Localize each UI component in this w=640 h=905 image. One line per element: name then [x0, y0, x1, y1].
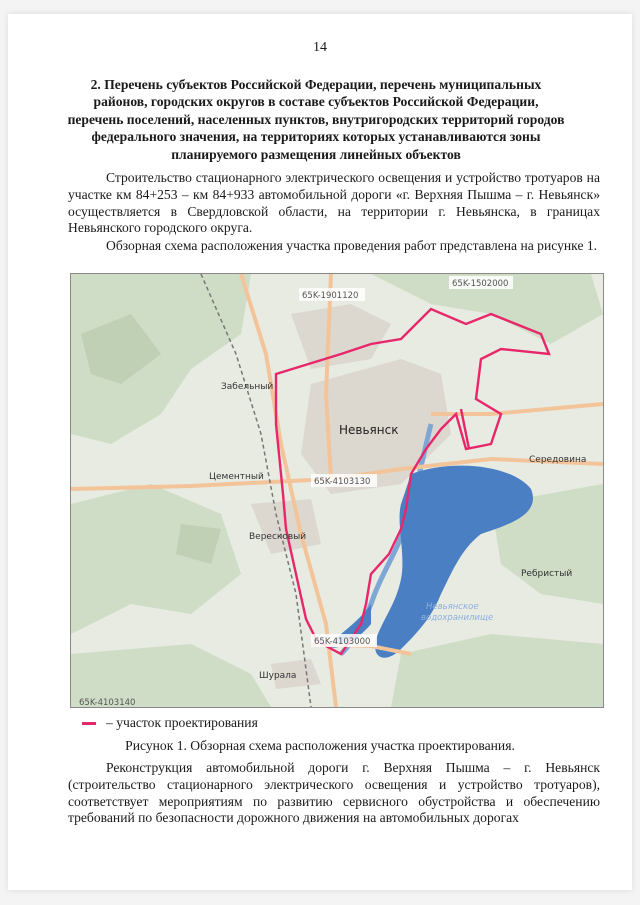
road-label-2: 65K-1502000 — [452, 279, 509, 289]
water-label-line-2: водохранилище — [421, 613, 494, 623]
place-zabelny: Забельный — [221, 382, 274, 392]
legend-swatch — [82, 722, 96, 725]
section-heading: 2. Перечень субъектов Российской Федерации, перечень муниципальных районов, городских округов в составе субъектов Российской Федерации, перечень поселений, населенных пунктов, внутригородских территорий городов федерального значения, на территориях которых устанавливаются зоны планируемого размещения линейных объектов — [67, 77, 565, 162]
place-seredovina: Середовина — [529, 455, 587, 465]
road-label-3: 65K-4103130 — [314, 477, 371, 487]
place-vereskovy: Вересковый — [249, 532, 307, 542]
overview-map — [70, 273, 604, 708]
road-label-1: 65K-1901120 — [302, 291, 359, 301]
place-shurala: Шурала — [259, 671, 297, 681]
road-label-5: 65K-4103140 — [79, 698, 136, 707]
legend-text: – участок проектирования — [106, 715, 258, 730]
place-rebristy: Ребристый — [521, 569, 573, 579]
road-label-4: 65K-4103000 — [314, 637, 371, 647]
paragraph-3-text: Реконструкция автомобильной дороги г. Верхняя Пышма – г. Невьянск (строительство стационарного электрического освещения и устройство тротуаров), соответствует мероприятиям по развитию сервисного обустройства и обеспечению требований по безопасности дорожного движения на автомобильных дорогах — [68, 760, 600, 826]
paragraph-3 — [68, 760, 600, 827]
paragraph-1-text: Строительство стационарного электрического освещения и устройство тротуаров на участке км 84+253 – км 84+933 автомобильной дороги «г. Верхняя Пышма – г. Невьянск» осуществляется в Свердловской области, на территории г. Невьянска, в границах Невьянского городского округа. — [68, 170, 600, 236]
water-label-line-1: Невьянское — [426, 602, 479, 612]
paragraph-2 — [68, 238, 600, 255]
place-nevyansk: Невьянск — [339, 423, 399, 437]
page-number: 14 — [313, 40, 327, 55]
place-tsementny: Цементный — [209, 472, 264, 482]
figure-caption: Рисунок 1. Обзорная схема расположения участка проектирования. — [125, 738, 515, 753]
paragraph-2-text: Обзорная схема расположения участка проведения работ представлена на рисунке 1. — [106, 238, 598, 253]
map-legend — [82, 715, 258, 731]
paragraph-1 — [68, 170, 600, 237]
